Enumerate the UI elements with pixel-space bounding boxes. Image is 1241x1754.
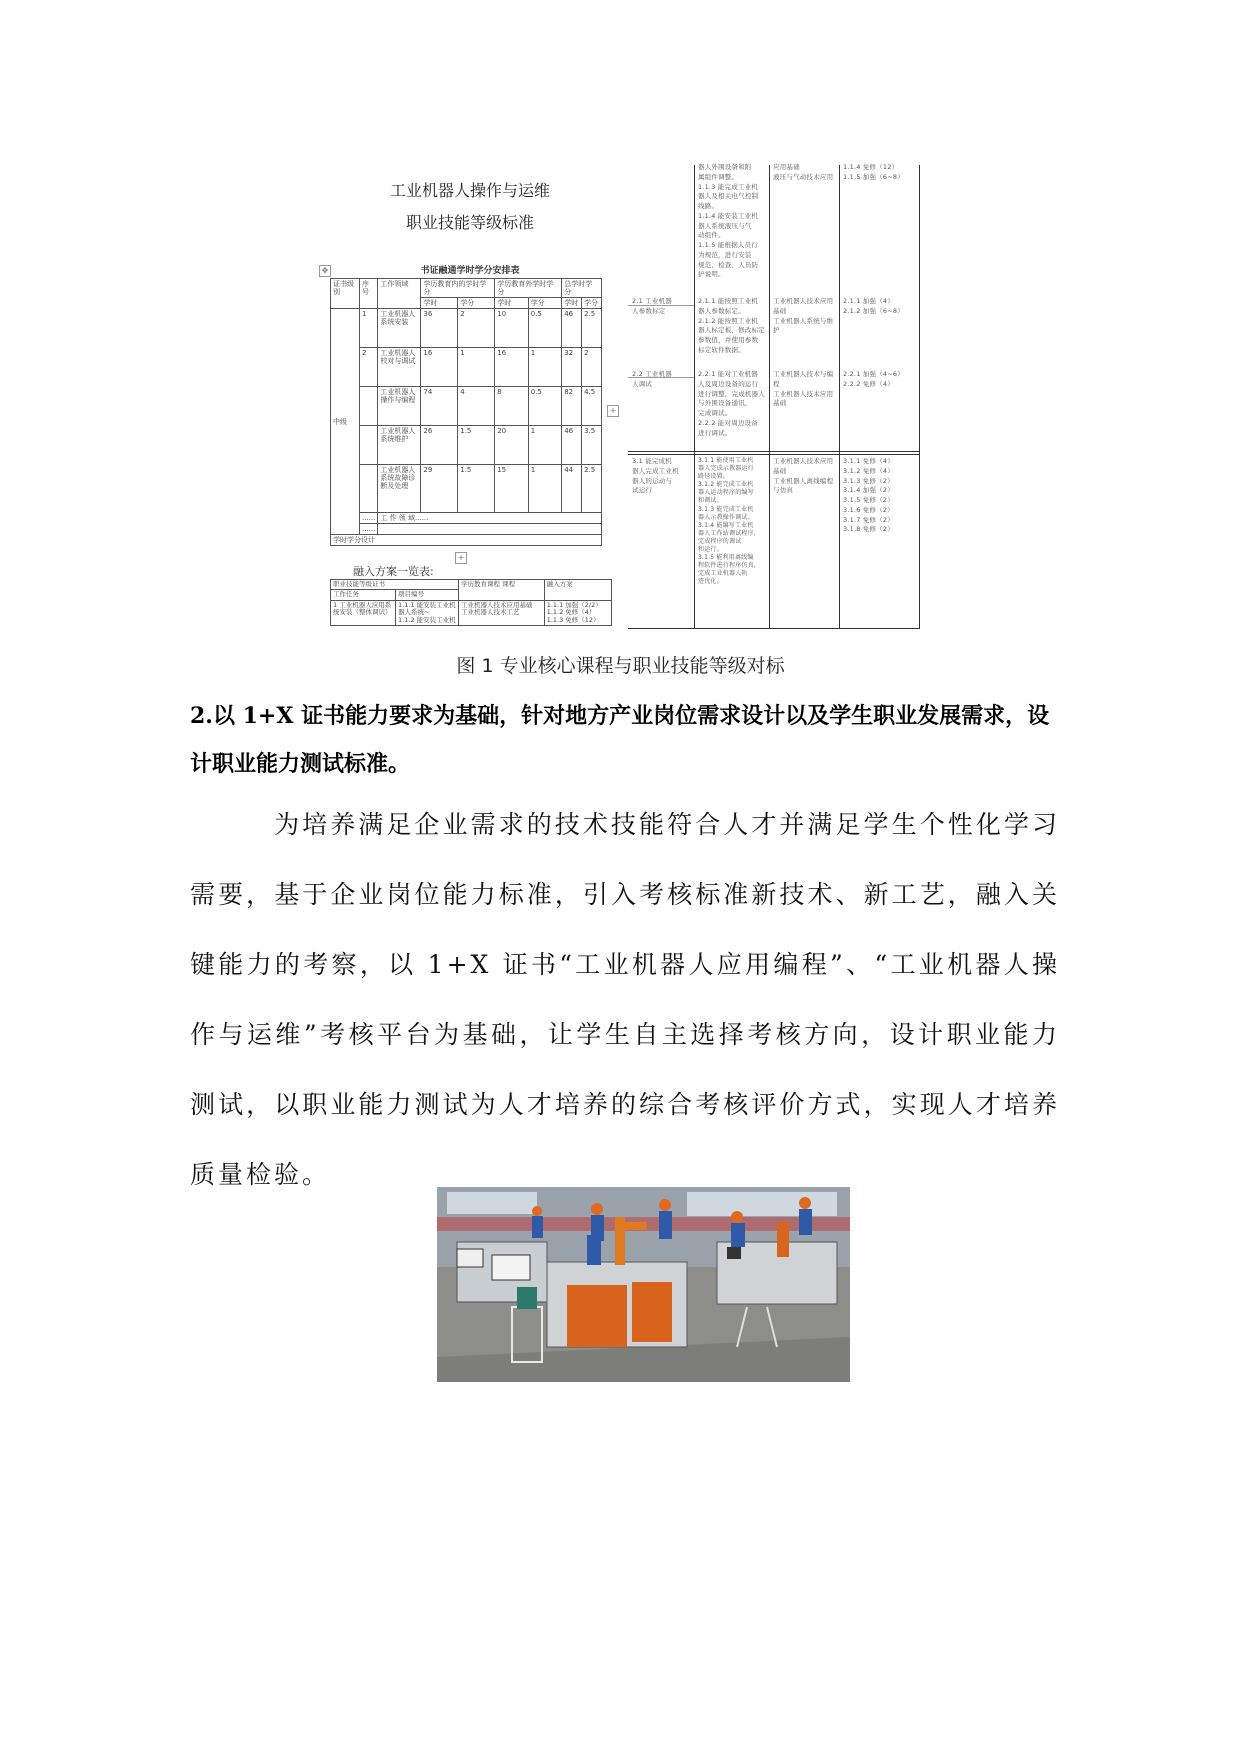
cell-no: 2 [360,348,378,387]
table-text-line: 基础 [773,306,787,315]
cell-value: 16 [421,348,458,387]
table-text-line: 3.1.4 能编写工业机 [698,521,754,529]
right-sec3-col2 [698,370,768,438]
monitor [457,1249,483,1267]
monitor [727,1247,741,1259]
plan-item: 1.1.1 能安装工业机器人系统~ [398,600,456,617]
table-text-line: 基础 [773,399,787,408]
move-handle-icon[interactable]: ✥ [319,265,331,277]
person-head [591,1203,603,1215]
figure-caption: 图 1 专业核心课程与职业技能等级对标 [456,655,785,677]
figure-right-panel [628,165,920,631]
cell-value: 4.5 [582,387,602,426]
person-head [532,1206,542,1216]
table-text-line: 程 [773,379,780,388]
plan-cell-items [396,600,459,625]
table-text-line: 器人参数标定。 [698,306,745,315]
header-work-area: 工作领域 [378,279,421,309]
table-text-line: 器人及相关电气控制 [698,192,759,201]
cell-area: 工业机器人系统维护 [378,426,421,465]
cell-area: 工业机器人系统安装 [378,309,421,348]
table-text-line: 1.1.3 能完成工业机 [698,182,759,191]
cell-value: 74 [421,387,458,426]
person-head [659,1199,671,1211]
plan-table [330,579,612,626]
cell-value: 1 [528,426,562,465]
header-credits: 学分 [582,298,602,309]
person-head [799,1197,811,1209]
cell-value: 32 [562,348,582,387]
right-top-col4 [843,163,919,183]
table-text-line: 器人工作站调试程序， [698,529,761,537]
header-credits: 学分 [528,298,562,309]
table-divider [694,165,695,629]
table-text-line: 3.1.2 能完成工业机 [698,481,754,489]
right-top-col2 [698,163,768,280]
section-heading: 2.以 1+X 证书能力要求为基础，针对地方产业岗位需求设计以及学生职业发展需求，设计职业能力测试标准。 [190,703,1050,777]
table-text-line: 2.1.1 加强（4） [843,297,894,305]
window [447,1192,537,1214]
table-text-line: 2.2 工业机器 [632,370,673,378]
table-text-line: 器人完成示教器运行 [698,465,754,473]
cell-no: 1 [360,309,378,348]
cell-value: 44 [562,465,582,513]
cell-value: 46 [562,309,582,348]
table-divider [628,451,920,452]
table-text-line: 属组件调整。 [698,172,739,181]
table-divider [919,165,920,629]
table-text-line: 1.1.4 能安装工业机 [698,211,759,220]
standard-title-line2: 职业技能等级标准 [405,213,534,232]
cell-value: 0.5 [528,387,562,426]
plan-value: 1.1.3 免修（12） [546,615,600,624]
table-text-line: 1.1.5 加强（6~8） [843,172,904,181]
table-text-line: 工业机器人技术应用 [773,389,834,398]
person-body [591,1215,604,1241]
plan-course: 工业机器人技术工艺 [461,608,520,617]
cell-value: 26 [421,426,458,465]
plan-cell-plan [544,600,611,625]
cell-value: 1.5 [458,426,495,465]
right-sec4-col2 [698,457,768,587]
table-text-line: 3.1.1 免修（4） [843,457,894,465]
table-text-line: 基础 [773,466,787,475]
cell-value: 1 [528,465,562,513]
paragraph-text: 为培养满足企业需求的技术技能符合人才并满足学生个性化学习需要，基于企业岗位能力标准，引入考核标准新技术、新工艺，融入关键能力的考察，以 1+X 证书“工业机器人应用编程”、“工业机器人操作与运维”考核平台为基础，让学生自主选择考核方向，设计职业能力测试，以职业能力测试为人才培养的综合考核评价方式，实现人才培养质量检验。 [190,810,1060,1189]
table-text-line: 液压与气动技术应用 [773,172,834,181]
cell-value: 10 [495,309,528,348]
right-sec4-col3 [773,457,839,496]
right-sec3-col3 [773,370,839,409]
table-text-line: 工业机器人技术应用 [773,297,834,305]
cell-value: 1 [528,348,562,387]
table-text-line: 完成程序的调试 [698,537,742,545]
cell-value: 4 [458,387,495,426]
table-text-line: 3.1.4 加强（2） [843,486,894,495]
table-text-line: 器人外围设备和附 [698,163,752,171]
table-text-line: 为规范，进行安装 [698,250,752,259]
person-body [731,1223,745,1247]
cell-value: 15 [495,465,528,513]
cell-no: ...... [360,524,378,535]
cell-no: ...... [360,513,378,524]
cell-value: 29 [421,465,458,513]
table-text-line: 护说明。 [698,270,725,279]
plan-cell-task: 1 工业机器人应用系统安装（整体调试） [331,600,396,625]
table-text-line: 应用基础 [773,163,800,171]
table-text-line: 2.2.2 能对周边设备 [698,418,759,427]
orange-panel [632,1282,672,1342]
right-sec2-col3 [773,297,839,336]
plan-course: 工业机器人技术应用基础 [461,600,533,609]
right-sec4-col1 [632,457,694,496]
table-text-line: 器人的运动与 [632,476,673,485]
table-divider [628,628,920,629]
table-text-line: 3.1.5 免修（2） [843,496,894,504]
table-text-line: 2.1.2 能按照工业机 [698,316,759,325]
header-cert-level: 证书级别 [331,279,360,309]
table-text-line: 2.2.1 能对工业机器 [698,370,759,378]
header-credits: 学分 [458,298,495,309]
orange-panel [567,1285,627,1347]
table-text-line: 器人系统液压与气 [698,221,752,230]
table-text-line: 器人运动程序的编写 [698,489,754,497]
orange-panel [777,1222,789,1257]
cell-value: 8 [495,387,528,426]
table-text-line: 参数值，并使用参数 [698,336,759,344]
plan-value: 1.1.2 免修（4） [546,608,596,617]
right-sec4-col4 [843,457,919,535]
cell-value: 2 [458,309,495,348]
cell-area: 工业机器人系统故障诊断及处理 [378,465,421,513]
right-sec2-col2 [698,297,768,356]
plan-item: 1.1.2 能安装工业机 [398,615,456,624]
plan-header-course: 学历教育课程 课程 [459,580,545,601]
table-text-line: 试运行 [632,486,653,495]
person-body [659,1211,672,1239]
table-text-line: 3.1.2 免修（4） [843,466,894,475]
right-sec3-col1 [632,370,694,390]
cell-no [360,465,378,513]
header-hours: 学时 [421,298,458,309]
table-text-line: 2.2.1 加强（4~6） [843,370,904,378]
header-hours: 学时 [562,298,582,309]
table-text-line: 人参数标定 [632,306,666,315]
add-row-icon[interactable]: + [455,552,467,564]
table-text-line: 器人示教操作调试。 [698,513,754,521]
table-text-line: 3.1.3 免修（2） [843,476,894,485]
header-seq: 序号 [360,279,378,309]
plan-cell-courses [459,600,545,625]
monitor [492,1255,530,1280]
cell-value: 46 [562,426,582,465]
table-text-line: 1.1.4 免修（12） [843,163,899,171]
table-text-line: 2.1 工业机器 [632,297,673,305]
table-text-line: 3.1.1 能使用工业机 [698,457,754,464]
table-divider [839,165,840,629]
right-sec2-col1 [632,297,694,317]
table-text-line: 2.2.2 免修（4） [843,379,894,388]
plan-header-cert: 职业技能等级证书 [331,580,459,590]
table-text-line: 人及周边设备的运行 [698,379,759,388]
person-body [799,1209,812,1235]
table-text-line: 动组件。 [698,231,725,240]
table-text-line: 3.1.6 免修（2） [843,505,894,514]
table-text-line: 工业机器人技术应用 [773,457,834,465]
header-total: 总学时学分 [562,279,602,298]
right-sec3-col4 [843,370,919,390]
table-text-line: 工业机器人离线编程 [773,476,834,485]
cell-value: 2.5 [582,465,602,513]
cell-area: 工 作 领 域...... [378,513,602,524]
table-text-line: 程软件进行程序仿真， [698,562,761,570]
plan-sub-task: 工作任务 [331,590,396,600]
table-divider [769,165,770,629]
figure-left-panel [321,165,617,627]
table-text-line: 工业机器人技术与编 [773,370,834,378]
cell-value: 16 [495,348,528,387]
table-text-line: 3.1.7 免修（2） [843,515,894,524]
table-text-line: 完成工业机器人轨 [698,570,748,578]
cell-total-label: 学时学分设计 [331,535,602,546]
table-text-line: 器人标定板，修改标定 [698,326,765,335]
table-text-line: 标定软件数据。 [698,345,745,354]
cabinet [517,1287,537,1309]
plan-table-caption: 融入方案一览表: [353,565,434,578]
table-text-line: 2.1.2 加强（6~8） [843,306,904,315]
cell-empty [378,524,602,535]
cell-level: 中级 [331,309,360,535]
credit-table-caption: 书证融通学时学分安排表 [420,266,520,276]
plan-header-plan: 融入方案 [544,580,611,601]
cell-no [360,426,378,465]
robot-arm [615,1217,625,1265]
header-in-class: 学历教育内的学时学分 [421,279,495,298]
table-text-line: 规范、检查、人员防 [698,260,759,269]
cell-value: 1.5 [458,465,495,513]
table-text-line: 进行调整，完成机器人 [698,389,765,398]
cell-value: 36 [421,309,458,348]
table-text-line: 3.1.5 能利用离线编 [698,554,754,562]
table-text-line: 路径设置。 [698,473,730,481]
plan-value: 1.1.1 加强（2/2） [546,600,602,609]
table-text-line: 与外围设备通讯， [698,399,752,408]
body-paragraph [190,790,1060,1210]
cell-value: 0.5 [528,309,562,348]
table-text-line: 器人完成工业机 [632,466,679,475]
cell-value: 82 [562,387,582,426]
table-text-line: 和运行。 [698,546,723,554]
training-workshop-photo [437,1187,850,1382]
cell-area: 工业机器人操作与编程 [378,387,421,426]
table-text-line: 2.1.1 能按照工业机 [698,297,759,305]
table-text-line: 1.1.5 能根据人员行 [698,241,759,249]
cell-value: 2.5 [582,309,602,348]
table-divider [628,454,920,455]
table-text-line: 3.1 能完成机 [632,457,673,465]
table-text-line: 完成调试。 [698,409,732,417]
table-text-line: 和调试。 [698,497,723,505]
cell-area: 工业机器人校对与调试 [378,348,421,387]
table-text-line: 3.1.3 能完成工业机 [698,505,754,513]
right-top-col3 [773,163,839,183]
cell-no [360,387,378,426]
cell-value: 2 [582,348,602,387]
window [687,1192,837,1216]
table-text-line: 3.1.8 免修（2） [843,525,894,534]
table-text-line: 迹优化。 [698,578,723,586]
robot-arm [625,1222,647,1230]
standard-title-line1: 工业机器人操作与运维 [389,181,550,200]
add-column-icon[interactable]: + [607,405,619,417]
header-hours: 学时 [495,298,528,309]
table-text-line: 护 [773,326,780,335]
table-text-line: 人调试 [632,379,653,388]
cell-value: 1 [458,348,495,387]
right-sec2-col4 [843,297,919,317]
person-head [731,1211,743,1223]
table-text-line: 进行调试。 [698,428,732,437]
workshop-illustration [437,1187,850,1382]
person-body [532,1216,543,1238]
table-text-line: 与仿真 [773,486,794,495]
plan-sub-item: 项目编号 [396,590,459,600]
cell-value: 3.5 [582,426,602,465]
table-text-line: 线路。 [698,202,719,210]
table-text-line: 工业机器人系统与维 [773,316,834,325]
header-out-class: 学历教育外学时学分 [495,279,562,298]
cell-value: 20 [495,426,528,465]
credit-table [330,278,602,546]
